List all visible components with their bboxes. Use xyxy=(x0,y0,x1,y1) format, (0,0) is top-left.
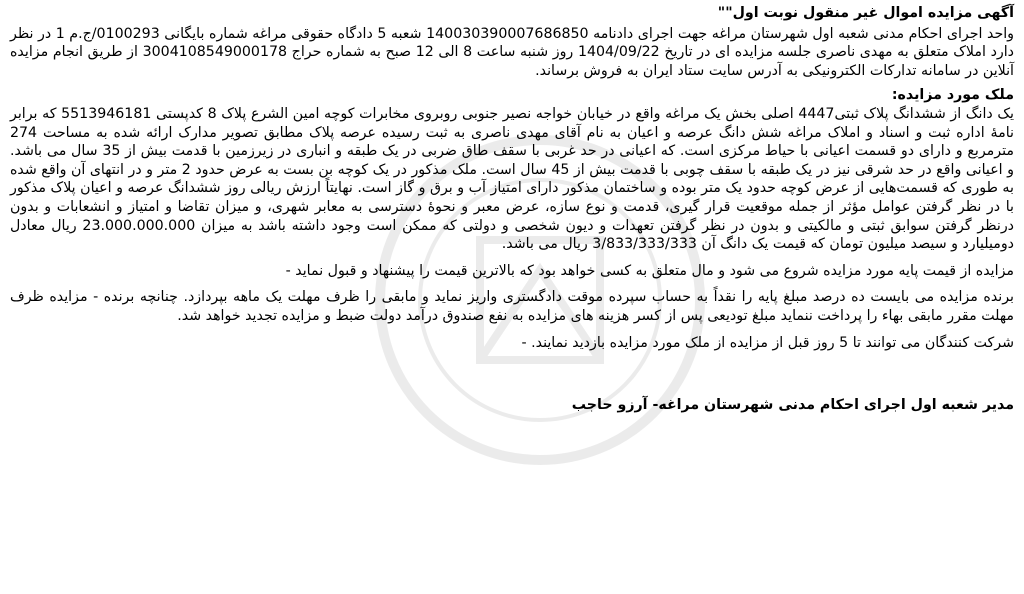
subject-heading: ملک مورد مزایده: xyxy=(891,87,1014,104)
base-price-note: مزایده از قیمت پایه مورد مزایده شروع می شود و مال متعلق به کسی خواهد بود که بالاترین قیمت را پیشنهاد و قبول نماید - xyxy=(285,262,1014,279)
auction-notice xyxy=(10,4,1014,415)
property-description: یک دانگ از ششدانگ پلاک ثبتی4447 اصلی بخش یک مراغه واقع در خیابان خواجه نصیر جنوبی روبروی مخابرات کوچه امین الشرع پلاک 8 کدپستی 5513946181 که برابر نامهٔ اداره ثبت و اسناد و املاک مراغه شش دانگ عرصه و اعیان به نام آقای مهدی ناصری به ثبت رسیده عرصه پلاک مطابق تصویر مدارک ارائه شده به مساحت 274 مترمربع و دارای دو قسمت اعیانی با حیاط مرکزی است. که اعیانی در حد غربی با سقف طاق ضربی در یک طبقه و انباری در زیرزمین با قدمت بیش از 35 سال می باشد. و اعیانی واقع در حد شرقی نیز در یک طبقه با سقف چوبی با قدمت بیش از 45 سال است. ملک مذکور در یک کوچه بن بست به عرض حدود 2 متر و در انتهای آن واقع شده به طوری که قسمت‌هایی از عرض کوچه حدود یک متر بوده و ساختمان مذکور دارای امتیاز آب و برق و گاز است. نهایتاً ارزش ریالی روز ششدانگ عرصه و اعیان پلاک مذکور با در نظر گرفتن عوامل مؤثر از جمله موقعیت قرار گیری، قدمت و نوع سازه، عرض معبر و نحوهٔ دسترسی به معابر شهری، و میزان تقاضا و امتیاز و انشعابات و بدون درنظر گرفتن سوابق ثبتی و مالکیتی و بدون در نظر گرفتن تعهدات و دیون شخصی و دولتی که ممکن است وجود داشته باشد به میزان 23.000.000.000 ریال معادل دومیلیارد و سیصد میلیون تومان که قیمت یک دانگ آن 3/833/333/333 ریال می باشد. xyxy=(10,105,1015,253)
intro-paragraph: واحد اجرای احکام مدنی شعبه اول شهرستان مراغه جهت اجرای دادنامه 140030390007686850 شعبه 5 دادگاه حقوقی مراغه شماره بایگانی 0100293/ج.م 1 در نظر دارد املاک متعلق به مهدی ناصری جلسه مزایده ای در تاریخ 1404/09/22 روز شنبه ساعت 8 الی 12 صبح به شماره حراج 3004108549000178 از طریق انجام مزایده آنلاین در سامانه تدارکات الکترونیکی به آدرس سایت ستاد ایران به فروش برساند. xyxy=(10,25,1015,79)
visit-note: شرکت کنندگان می توانند تا 5 روز قبل از مزایده از ملک مورد مزایده بازدید نمایند. - xyxy=(521,334,1014,351)
notice-title: آگهی مزایده اموال غیر منقول نوبت اول"" xyxy=(717,5,1014,21)
winner-payment-note: برنده مزایده می بایست ده درصد مبلغ پایه را نقداً به حساب سپرده موقت دادگستری واریز نماید و مابقی را ظرف مهلت یک ماهه بپردازد. چنانچه برنده - مزایده ظرف مهلت مقرر مابقی بهاء را پرداخت ننماید مبلغ تودیعی پس از کسر هزینه های مزایده به نفع صندوق درآمد دولت ضبط و مزایده تجدید خواهد شد. xyxy=(10,289,1014,324)
signature: مدیر شعبه اول اجرای احکام مدنی شهرستان مراغه- آرزو حاجب xyxy=(571,397,1014,414)
